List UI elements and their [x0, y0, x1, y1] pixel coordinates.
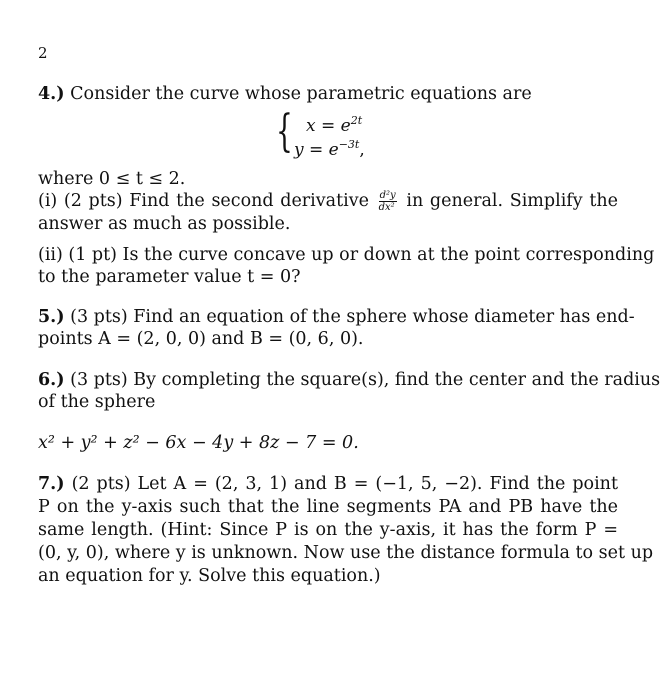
q6-sphere-equation: x² + y² + z² − 6x − 4y + 8z − 7 = 0.: [38, 433, 359, 453]
q6-line1: 6.) (3 pts) By completing the square(s), find the center and the radius: [38, 370, 661, 390]
q5-line1: 5.) (3 pts) Find an equation of the sphere whose diameter has end-: [38, 307, 635, 327]
q4-part-i-line2: answer as much as possible.: [38, 214, 291, 234]
q5-line2: points A = (2, 0, 0) and B = (0, 6, 0).: [38, 329, 364, 349]
brace-symbol: {: [276, 106, 293, 157]
q5-number: 5.): [38, 307, 65, 327]
q4-parametric-system: [276, 106, 396, 162]
q7-line1: 7.) (2 pts) Let A = (2, 3, 1) and B = (−1, 5, −2). Find the point: [38, 474, 618, 494]
q4-eq-y: $y = e^{-3t}$,: [294, 138, 365, 160]
q7-number: 7.): [38, 474, 65, 494]
q7-line4: (0, y, 0), where y is unknown. Now use the distance formula to set up: [38, 543, 654, 563]
q4-part-i-line1: [38, 190, 618, 213]
q4-part-i-text: (i) (2 pts) Find the second derivative: [38, 191, 369, 211]
q4-part-ii-line1: (ii) (1 pt) Is the curve concave up or down at the point corresponding: [38, 245, 655, 265]
q4-intro-line: [38, 83, 618, 105]
q4-part-i-text-b: in general. Simplify the: [406, 191, 618, 211]
q6-line2: of the sphere: [38, 392, 156, 412]
q7-line5: an equation for y. Solve this equation.): [38, 566, 381, 586]
q7-line2: P on the y-axis such that the line segments PA and PB have the: [38, 497, 618, 517]
q7-line3: same length. (Hint: Since P is on the y-axis, it has the form P =: [38, 520, 618, 540]
q4-eq-x: $x = e^{2t}$: [306, 114, 363, 136]
q4-domain: where 0 ≤ t ≤ 2.: [38, 169, 186, 189]
q4-number: 4.): [38, 84, 65, 104]
page-number: 2: [38, 44, 48, 62]
q4-part-ii-line2: to the parameter value t = 0?: [38, 267, 301, 287]
second-derivative-fraction: $\frac{\text{d²y}}{\text{dx²}}$: [378, 190, 396, 213]
q4-intro: Consider the curve whose parametric equations are: [70, 84, 532, 104]
q6-number: 6.): [38, 370, 65, 390]
